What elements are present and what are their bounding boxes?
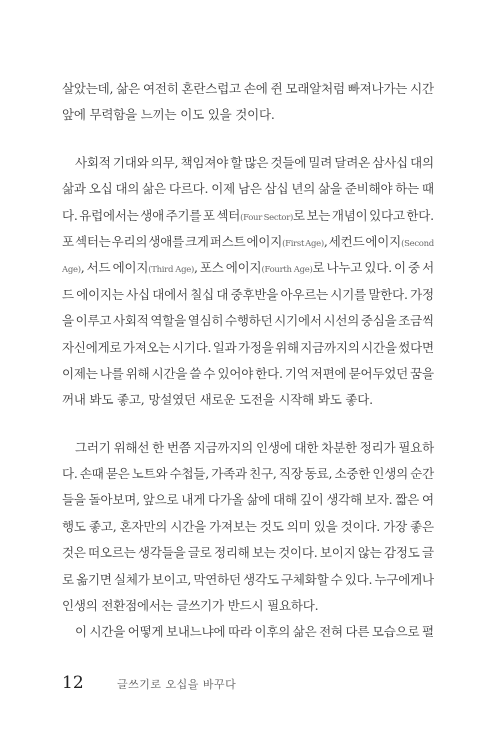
- word: 열심히: [187, 313, 224, 329]
- word: Age),: [305, 233, 328, 249]
- page-number: 12: [62, 673, 84, 693]
- word: 삶은: [142, 181, 166, 197]
- word: 따라: [228, 624, 252, 640]
- word: 옮기면: [76, 571, 112, 587]
- word: 위해선: [113, 439, 150, 455]
- word: 시기다.: [171, 339, 212, 355]
- text-line: [62, 76, 434, 102]
- word: 것들에: [270, 154, 307, 170]
- word: 세컨드: [328, 233, 365, 249]
- word: 에이지(Second: [365, 233, 434, 249]
- word: 수첩들,: [169, 466, 210, 482]
- word: 대에서: [152, 286, 188, 302]
- paragraph: [62, 76, 434, 129]
- word: 때: [422, 181, 434, 197]
- text-segment: 인생의 전환점에서는 글쓰기가 반드시 필요하다.: [62, 598, 319, 614]
- word: 돌아보며,: [88, 492, 140, 508]
- word: 글로: [187, 545, 212, 561]
- word: 손때: [79, 466, 104, 482]
- word: 묻은: [105, 466, 130, 482]
- word: 하는: [395, 181, 420, 197]
- word: 보내느냐에: [166, 624, 226, 640]
- word: 전혀: [319, 624, 343, 640]
- word: 중후반을: [230, 286, 279, 302]
- word: 사회적: [75, 154, 111, 170]
- word: 위해: [125, 365, 150, 381]
- word: 모습으로: [371, 624, 420, 640]
- word: 다.: [62, 466, 78, 482]
- word: 지금까지의: [193, 439, 254, 455]
- word: 짧은: [395, 492, 420, 508]
- word: 생각도: [243, 571, 279, 587]
- word: 사회적: [112, 313, 149, 329]
- word: 이제는: [62, 365, 98, 381]
- word: 깊이: [299, 492, 324, 508]
- word: 삶에: [246, 492, 271, 508]
- word: 차분한: [321, 439, 357, 455]
- word: 수: [203, 365, 216, 381]
- word: 않는: [357, 545, 382, 561]
- word: 썼다면: [398, 339, 434, 355]
- paragraph: [62, 435, 434, 620]
- text-line: [62, 176, 434, 202]
- word: 할: [230, 154, 243, 170]
- word: 모래알처럼: [285, 81, 345, 96]
- word: 로: [62, 571, 74, 587]
- text-line: [62, 203, 434, 229]
- word: 쥔: [270, 81, 283, 96]
- word: 생애: [140, 207, 164, 223]
- word: 어떻게: [127, 624, 164, 640]
- word: 포: [62, 233, 74, 249]
- word: 혼자만의: [119, 518, 168, 534]
- word: 삼십: [264, 181, 289, 197]
- word: 여전히: [142, 81, 179, 96]
- word: 순간: [410, 466, 434, 482]
- text-line: [62, 619, 434, 645]
- word: 쓸: [189, 365, 202, 381]
- word: 대의: [115, 181, 140, 197]
- word: 시간: [410, 81, 434, 96]
- word: 주기를: [165, 207, 202, 223]
- word: 살았는데,: [62, 81, 114, 96]
- word: 가장: [383, 518, 407, 534]
- word: 이후의: [254, 624, 291, 640]
- text-line: [62, 308, 434, 334]
- text-line: [62, 361, 434, 387]
- word: 노트와: [131, 466, 168, 482]
- word: 시선의: [323, 313, 360, 329]
- word: 삶은: [116, 81, 140, 96]
- word: 섹터는: [74, 233, 111, 249]
- word: 펼: [422, 624, 434, 640]
- text-line: [62, 282, 434, 308]
- word: 것이다.: [340, 518, 381, 534]
- word: 한다.: [406, 207, 434, 223]
- word: 삶과: [62, 181, 86, 197]
- word: 누구에게나: [374, 571, 434, 587]
- word: 칠십: [190, 286, 215, 302]
- word: 필요하: [398, 439, 434, 455]
- word: 소중한: [334, 466, 371, 482]
- word: 가져오는: [122, 339, 171, 355]
- word: 글: [422, 545, 434, 561]
- text-line: [62, 593, 434, 619]
- word: 가정: [410, 286, 434, 302]
- word: 보는: [252, 545, 276, 561]
- word: 을: [62, 313, 74, 329]
- text-line: [62, 229, 434, 255]
- word: 보이지: [319, 545, 356, 561]
- page-footer: [62, 673, 236, 693]
- word: 손에: [243, 81, 268, 96]
- word: 개념이: [331, 207, 368, 223]
- word: 것은: [62, 545, 86, 561]
- word: 위해: [275, 339, 299, 355]
- word: 달려온: [334, 154, 371, 170]
- word: 이: [75, 624, 87, 640]
- word: Sector)로: [263, 207, 305, 223]
- word: 있다고: [369, 207, 405, 223]
- word: 다.: [62, 207, 78, 223]
- text-line: [62, 567, 434, 593]
- word: 가정을: [237, 339, 274, 355]
- word: 섹터(Four: [216, 207, 262, 223]
- word: 시기에서: [274, 313, 322, 329]
- word: 에이지(Third: [112, 260, 174, 276]
- word: 에이지(First: [246, 233, 305, 249]
- word: 있다.: [364, 260, 392, 276]
- word: 들을: [62, 492, 86, 508]
- word: 시간을: [151, 365, 188, 381]
- word: 친구,: [249, 466, 277, 482]
- word: 정리해: [214, 545, 250, 561]
- word: 말한다.: [368, 286, 408, 302]
- word: 밀려: [308, 154, 333, 170]
- word: 서드: [86, 260, 111, 276]
- word: 삶을: [318, 181, 342, 197]
- word: 좋은: [410, 518, 434, 534]
- paragraph-gap: [62, 414, 434, 435]
- word: 나를: [99, 365, 124, 381]
- word: 우리의: [111, 233, 148, 249]
- text-line: [62, 487, 434, 513]
- word: 포: [202, 207, 215, 223]
- word: 이루고: [75, 313, 112, 329]
- word: 퍼스트: [209, 233, 246, 249]
- word: 있다.: [344, 571, 373, 587]
- word: 내게: [181, 492, 206, 508]
- text-line: [62, 435, 434, 461]
- word: 있어야: [217, 365, 254, 381]
- word: 다른: [345, 624, 370, 640]
- word: 다르다.: [168, 181, 209, 197]
- word: 대: [216, 286, 229, 302]
- word: 에이지는: [76, 286, 124, 302]
- text-segment: 앞에 무력함을 느끼는 이도 있을 것이다.: [62, 107, 275, 123]
- word: 조금씩: [398, 313, 434, 329]
- word: 생각해: [326, 492, 363, 508]
- word: 시간을: [89, 624, 126, 640]
- word: 좋고,: [88, 518, 117, 534]
- word: 가족과: [211, 466, 247, 482]
- word: 인생의: [372, 466, 409, 482]
- word: 생각들을: [138, 545, 186, 561]
- paragraph: [62, 619, 434, 645]
- word: 시간을: [361, 339, 397, 355]
- word: 막연하던: [193, 571, 241, 587]
- word: 많은: [244, 154, 269, 170]
- word: 역할을: [150, 313, 186, 329]
- word: 아우르는: [280, 286, 329, 302]
- word: 보는: [306, 207, 331, 223]
- word: 구체화할: [280, 571, 329, 587]
- text-line: [62, 255, 434, 281]
- word: Age)로: [293, 260, 325, 276]
- text-line: [62, 461, 434, 487]
- word: 삶은: [292, 624, 317, 640]
- text-line: [62, 514, 434, 540]
- word: 이제: [211, 181, 235, 197]
- paragraph-gap: [62, 129, 434, 150]
- text-line: [62, 150, 434, 176]
- word: 동료,: [304, 466, 333, 482]
- word: 그러기: [75, 439, 111, 455]
- word: 중심을: [360, 313, 397, 329]
- word: 보자.: [364, 492, 393, 508]
- word: 꿈을: [410, 365, 434, 381]
- word: 여: [421, 492, 434, 508]
- word: 직장: [278, 466, 303, 482]
- word: 실체가: [113, 571, 150, 587]
- word: 지금까지의: [300, 339, 360, 355]
- word: 나누고: [326, 260, 363, 276]
- word: 대의: [410, 154, 434, 170]
- word: 행도: [62, 518, 86, 534]
- word: 번쯤: [166, 439, 191, 455]
- word: 것이다.: [278, 545, 318, 561]
- text-line: [62, 387, 434, 413]
- word: 일과: [212, 339, 237, 355]
- word: 포스: [199, 260, 224, 276]
- word: 빠져나가는: [347, 81, 408, 96]
- word: 묻어두었던: [348, 365, 408, 381]
- word: 기억: [284, 365, 309, 381]
- word: 의무,: [150, 154, 179, 170]
- word: Age),: [62, 260, 85, 276]
- word: 앞으로: [142, 492, 179, 508]
- word: 한다.: [255, 365, 283, 381]
- word: 사십: [126, 286, 150, 302]
- word: 기대와: [112, 154, 149, 170]
- word: 생애를: [148, 233, 184, 249]
- word: 유럽에서는: [79, 207, 139, 223]
- word: 수행하던: [225, 313, 273, 329]
- word: 중: [408, 260, 420, 276]
- text-line: [62, 335, 434, 361]
- word: 의미: [286, 518, 311, 534]
- text-line: [62, 102, 434, 128]
- word: 한: [152, 439, 165, 455]
- word: 감정도: [384, 545, 420, 561]
- word: 가져보는: [209, 518, 257, 534]
- word: 크게: [185, 233, 209, 249]
- word: 에이지(Fourth: [225, 260, 292, 276]
- word: 보이고,: [151, 571, 192, 587]
- word: 서: [422, 260, 434, 276]
- word: 떠오르는: [88, 545, 136, 561]
- word: 저편에: [310, 365, 347, 381]
- word: 삼사십: [372, 154, 408, 170]
- word: 시간을: [170, 518, 206, 534]
- word: 오십: [88, 181, 113, 197]
- running-title: 글쓰기로 오십을 바꾸다: [117, 678, 237, 691]
- word: 있을: [313, 518, 338, 534]
- word: 남은: [237, 181, 262, 197]
- body-text: [62, 76, 434, 646]
- word: 다가올: [207, 492, 244, 508]
- word: 수: [330, 571, 343, 587]
- word: Age),: [175, 260, 198, 276]
- word: 대해: [273, 492, 297, 508]
- word: 준비해야: [344, 181, 393, 197]
- word: 드: [62, 286, 74, 302]
- word: 시기를: [330, 286, 367, 302]
- word: 자신에게로: [62, 339, 122, 355]
- word: 혼란스럽고: [181, 81, 241, 96]
- text-line: [62, 540, 434, 566]
- word: 책임져야: [180, 154, 229, 170]
- word: 인생에: [255, 439, 292, 455]
- word: 정리가: [359, 439, 396, 455]
- word: 이: [394, 260, 406, 276]
- word: 년의: [291, 181, 316, 197]
- word: 대한: [294, 439, 319, 455]
- word: 것도: [259, 518, 284, 534]
- paragraph: [62, 150, 434, 414]
- text-segment: 꺼내 봐도 좋고, 망설였던 새로운 도전을 시작해 봐도 좋다.: [62, 392, 373, 408]
